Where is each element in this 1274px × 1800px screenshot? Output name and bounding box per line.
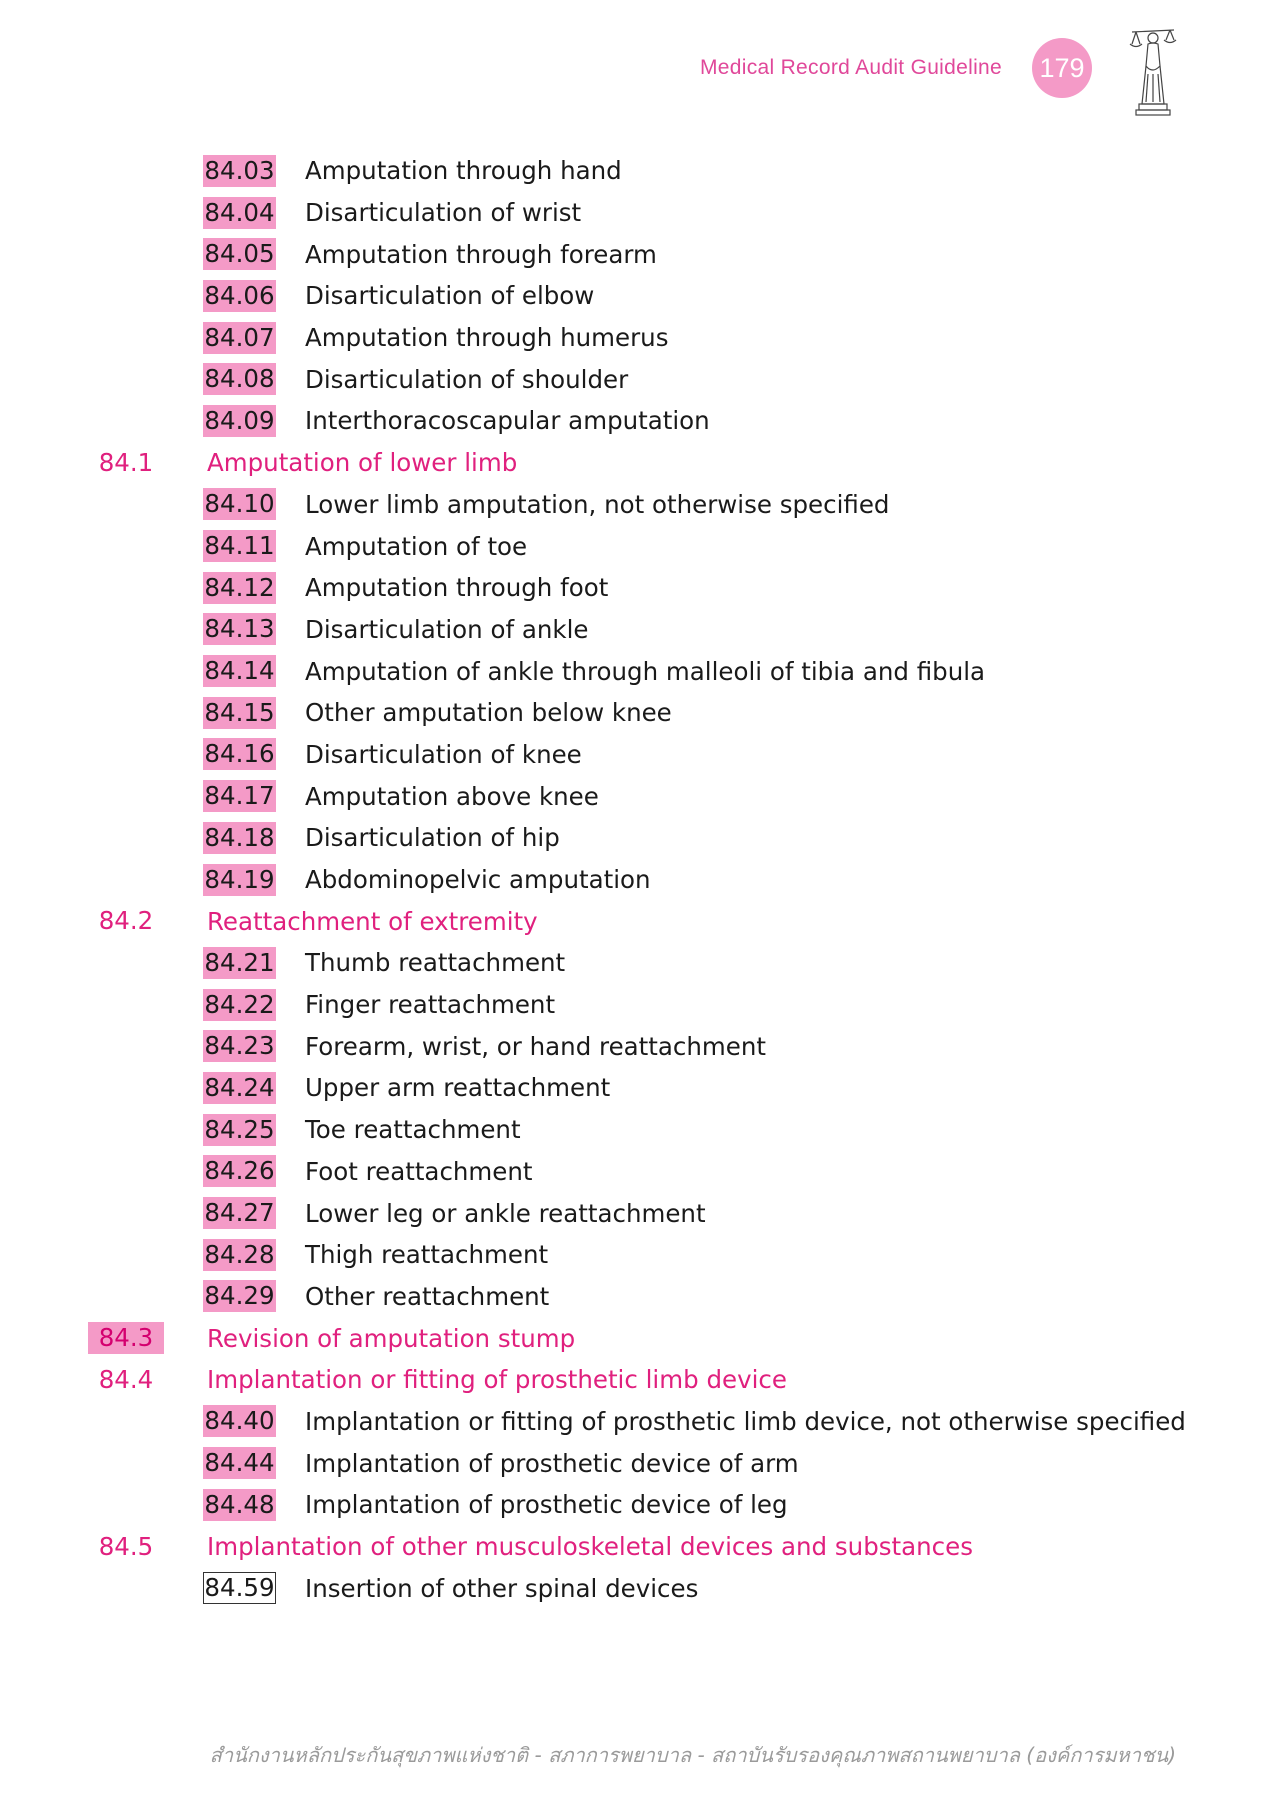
procedure-code: 84.09 — [204, 405, 275, 435]
subcode-row — [0, 817, 1274, 859]
subcode-row — [0, 1276, 1274, 1318]
category-code: 84.4 — [98, 1364, 154, 1394]
procedure-code: 84.21 — [204, 947, 275, 977]
procedure-description: Thumb reattachment — [305, 948, 566, 978]
subcode-row — [0, 1234, 1274, 1276]
page-header — [700, 28, 1184, 108]
procedure-description: Upper arm reattachment — [305, 1073, 611, 1103]
subcode-row — [0, 525, 1274, 567]
category-code: 84.3 — [88, 1322, 164, 1354]
procedure-code: 84.25 — [204, 1114, 275, 1144]
subcode-row — [0, 1401, 1274, 1443]
procedure-description: Abdominopelvic amputation — [305, 865, 651, 895]
procedure-description: Thigh reattachment — [305, 1240, 549, 1270]
justice-statue-icon — [1122, 18, 1184, 118]
subcode-row — [0, 192, 1274, 234]
procedure-code: 84.19 — [204, 864, 275, 894]
procedure-code: 84.03 — [204, 155, 275, 185]
category-title: Implantation of other musculoskeletal devices and substances — [207, 1532, 973, 1562]
procedure-code: 84.40 — [204, 1406, 275, 1436]
category-code: 84.5 — [98, 1531, 154, 1561]
subcode-row — [0, 233, 1274, 275]
procedure-description: Interthoracoscapular amputation — [305, 406, 710, 436]
subcode-row — [0, 1484, 1274, 1526]
procedure-description: Disarticulation of elbow — [305, 281, 595, 311]
subcode-row — [0, 1109, 1274, 1151]
procedure-code: 84.13 — [204, 614, 275, 644]
procedure-code: 84.04 — [204, 197, 275, 227]
subcode-row — [0, 859, 1274, 901]
procedure-code: 84.23 — [204, 1031, 275, 1061]
procedure-code: 84.44 — [204, 1448, 275, 1478]
subcode-row — [0, 1192, 1274, 1234]
subcode-row — [0, 317, 1274, 359]
subcode-row — [0, 484, 1274, 526]
procedure-description: Toe reattachment — [305, 1115, 521, 1145]
subcode-row — [0, 609, 1274, 651]
subcode-row — [0, 692, 1274, 734]
procedure-description: Disarticulation of hip — [305, 823, 560, 853]
procedure-description: Other reattachment — [305, 1281, 550, 1311]
subcode-row — [0, 358, 1274, 400]
procedure-description: Disarticulation of wrist — [305, 198, 582, 228]
category-row — [0, 900, 1274, 942]
procedure-description: Lower leg or ankle reattachment — [305, 1198, 706, 1228]
procedure-code: 84.07 — [204, 322, 275, 352]
procedure-description: Lower limb amputation, not otherwise specified — [305, 489, 890, 519]
category-code: 84.1 — [98, 447, 154, 477]
procedure-description: Amputation through foot — [305, 573, 609, 603]
procedure-code: 84.27 — [204, 1198, 275, 1228]
procedure-description: Disarticulation of shoulder — [305, 364, 629, 394]
subcode-row — [0, 1567, 1274, 1609]
procedure-description: Implantation of prosthetic device of arm — [305, 1448, 799, 1478]
procedure-code-list — [0, 150, 1274, 1609]
procedure-code: 84.05 — [204, 239, 275, 269]
subcode-row — [0, 650, 1274, 692]
subcode-row — [0, 150, 1274, 192]
procedure-code: 84.26 — [204, 1156, 275, 1186]
procedure-code: 84.12 — [204, 572, 275, 602]
subcode-row — [0, 1442, 1274, 1484]
procedure-description: Implantation or fitting of prosthetic limb device, not otherwise specified — [305, 1406, 1186, 1436]
procedure-code: 84.16 — [204, 739, 275, 769]
subcode-row — [0, 275, 1274, 317]
procedure-code: 84.08 — [204, 364, 275, 394]
procedure-description: Insertion of other spinal devices — [305, 1573, 699, 1603]
procedure-code: 84.59 — [204, 1573, 275, 1603]
procedure-description: Amputation of ankle through malleoli of tibia and fibula — [305, 656, 986, 686]
subcode-row — [0, 1067, 1274, 1109]
procedure-code: 84.06 — [204, 280, 275, 310]
footer-organizations: สำนักงานหลักประกันสุขภาพแห่งชาติ - สภาการพยาบาล - สถาบันรับรองคุณภาพสถานพยาบาล (องค์การมหาชน) — [209, 1743, 1176, 1767]
category-row — [0, 1359, 1274, 1401]
category-title: Revision of amputation stump — [207, 1323, 576, 1353]
procedure-code: 84.29 — [204, 1281, 275, 1311]
procedure-code: 84.15 — [204, 697, 275, 727]
subcode-row — [0, 984, 1274, 1026]
category-title: Amputation of lower limb — [207, 448, 518, 478]
subcode-row — [0, 775, 1274, 817]
procedure-description: Amputation of toe — [305, 531, 528, 561]
procedure-code: 84.22 — [204, 989, 275, 1019]
subcode-row — [0, 1025, 1274, 1067]
procedure-code: 84.14 — [204, 656, 275, 686]
procedure-code: 84.24 — [204, 1072, 275, 1102]
category-title: Implantation or fitting of prosthetic limb device — [207, 1365, 787, 1395]
subcode-row — [0, 942, 1274, 984]
category-row — [0, 1526, 1274, 1568]
category-row — [0, 1317, 1274, 1359]
procedure-code: 84.18 — [204, 822, 275, 852]
procedure-description: Finger reattachment — [305, 990, 556, 1020]
procedure-code: 84.11 — [204, 531, 275, 561]
category-row — [0, 442, 1274, 484]
procedure-description: Foot reattachment — [305, 1156, 533, 1186]
subcode-row — [0, 400, 1274, 442]
procedure-description: Amputation through humerus — [305, 323, 669, 353]
category-code: 84.2 — [98, 906, 154, 936]
subcode-row — [0, 734, 1274, 776]
procedure-description: Implantation of prosthetic device of leg — [305, 1490, 788, 1520]
procedure-description: Forearm, wrist, or hand reattachment — [305, 1031, 766, 1061]
procedure-description: Disarticulation of knee — [305, 739, 582, 769]
subcode-row — [0, 567, 1274, 609]
procedure-code: 84.17 — [204, 781, 275, 811]
procedure-description: Other amputation below knee — [305, 698, 672, 728]
procedure-code: 84.10 — [204, 489, 275, 519]
procedure-description: Amputation above knee — [305, 781, 599, 811]
header-title: Medical Record Audit Guideline — [700, 56, 1002, 79]
subcode-row — [0, 1151, 1274, 1193]
procedure-code: 84.28 — [204, 1239, 275, 1269]
procedure-code: 84.48 — [204, 1489, 275, 1519]
procedure-description: Amputation through hand — [305, 156, 622, 186]
procedure-description: Disarticulation of ankle — [305, 614, 589, 644]
category-title: Reattachment of extremity — [207, 906, 538, 936]
page-number-badge: 179 — [1032, 38, 1092, 98]
procedure-description: Amputation through forearm — [305, 239, 657, 269]
